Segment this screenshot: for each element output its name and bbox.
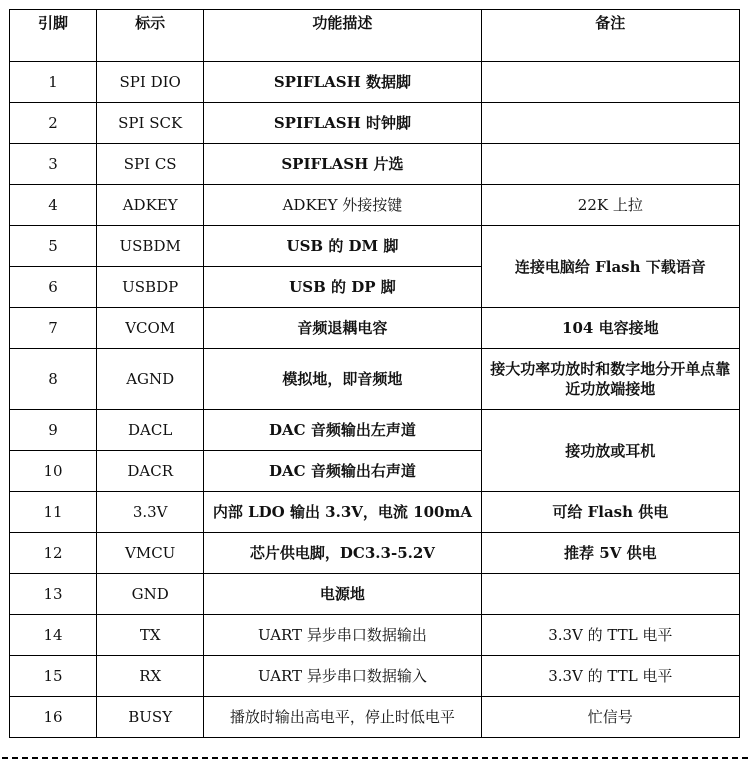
pin-number: 6 — [10, 267, 97, 308]
pin-number: 4 — [10, 185, 97, 226]
pin-label: AGND — [97, 349, 204, 410]
table-row — [10, 103, 740, 144]
pin-note-merged: 连接电脑给 Flash 下载语音 — [481, 226, 739, 308]
table-row — [10, 615, 740, 656]
pin-label: TX — [97, 615, 204, 656]
pin-label: RX — [97, 656, 204, 697]
pin-note-empty — [481, 144, 739, 185]
pin-number: 15 — [10, 656, 97, 697]
table-row — [10, 656, 740, 697]
pin-function: ADKEY 外接按键 — [204, 185, 481, 226]
pin-label: 3.3V — [97, 492, 204, 533]
pin-note: 22K 上拉 — [481, 185, 739, 226]
pin-definition-table — [9, 9, 740, 738]
pin-note-empty — [481, 574, 739, 615]
pin-note: 3.3V 的 TTL 电平 — [481, 615, 739, 656]
table-row — [10, 574, 740, 615]
pin-label: VCOM — [97, 308, 204, 349]
pin-label: VMCU — [97, 533, 204, 574]
table-row — [10, 697, 740, 738]
pin-label: SPI DIO — [97, 62, 204, 103]
pin-label: USBDM — [97, 226, 204, 267]
pin-label: SPI CS — [97, 144, 204, 185]
pin-number: 8 — [10, 349, 97, 410]
pin-label: SPI SCK — [97, 103, 204, 144]
pin-label: BUSY — [97, 697, 204, 738]
pin-label: ADKEY — [97, 185, 204, 226]
pin-function: SPIFLASH 时钟脚 — [204, 103, 481, 144]
table-row — [10, 533, 740, 574]
dashed-divider — [2, 757, 748, 759]
pin-function: DAC 音频输出左声道 — [204, 410, 481, 451]
pin-note: 3.3V 的 TTL 电平 — [481, 656, 739, 697]
table-header-row — [10, 10, 740, 62]
pin-function: 音频退耦电容 — [204, 308, 481, 349]
table-row — [10, 410, 740, 451]
table-row — [10, 349, 740, 410]
pin-function: SPIFLASH 数据脚 — [204, 62, 481, 103]
pin-number: 14 — [10, 615, 97, 656]
table-row — [10, 492, 740, 533]
pin-function: SPIFLASH 片选 — [204, 144, 481, 185]
pin-note: 可给 Flash 供电 — [481, 492, 739, 533]
pin-number: 10 — [10, 451, 97, 492]
pin-number: 2 — [10, 103, 97, 144]
pin-note-merged: 接功放或耳机 — [481, 410, 739, 492]
pin-number: 13 — [10, 574, 97, 615]
table-row — [10, 226, 740, 267]
pin-note: 接大功率功放时和数字地分开单点靠近功放端接地 — [481, 349, 739, 410]
pin-note-empty — [481, 62, 739, 103]
pin-label: DACR — [97, 451, 204, 492]
table-row — [10, 144, 740, 185]
pin-label: GND — [97, 574, 204, 615]
pin-function: USB 的 DM 脚 — [204, 226, 481, 267]
header-label: 标示 — [97, 10, 204, 62]
pin-number: 7 — [10, 308, 97, 349]
pin-number: 11 — [10, 492, 97, 533]
pin-function: 电源地 — [204, 574, 481, 615]
pin-note: 推荐 5V 供电 — [481, 533, 739, 574]
pin-label: USBDP — [97, 267, 204, 308]
pin-number: 9 — [10, 410, 97, 451]
pin-function: USB 的 DP 脚 — [204, 267, 481, 308]
pin-function: UART 异步串口数据输入 — [204, 656, 481, 697]
pin-number: 1 — [10, 62, 97, 103]
pin-label: DACL — [97, 410, 204, 451]
pin-note: 忙信号 — [481, 697, 739, 738]
table-row — [10, 308, 740, 349]
pin-number: 3 — [10, 144, 97, 185]
pin-number: 12 — [10, 533, 97, 574]
pin-number: 16 — [10, 697, 97, 738]
pin-function: DAC 音频输出右声道 — [204, 451, 481, 492]
header-note: 备注 — [481, 10, 739, 62]
pin-function: 芯片供电脚，DC3.3-5.2V — [204, 533, 481, 574]
pin-function: 播放时输出高电平，停止时低电平 — [204, 697, 481, 738]
table-row — [10, 185, 740, 226]
pin-note: 104 电容接地 — [481, 308, 739, 349]
header-function: 功能描述 — [204, 10, 481, 62]
pin-number: 5 — [10, 226, 97, 267]
pin-note-empty — [481, 103, 739, 144]
header-pin: 引脚 — [10, 10, 97, 62]
pin-function: 模拟地，即音频地 — [204, 349, 481, 410]
pin-function: 内部 LDO 输出 3.3V，电流 100mA — [204, 492, 481, 533]
pin-function: UART 异步串口数据输出 — [204, 615, 481, 656]
table-row — [10, 62, 740, 103]
